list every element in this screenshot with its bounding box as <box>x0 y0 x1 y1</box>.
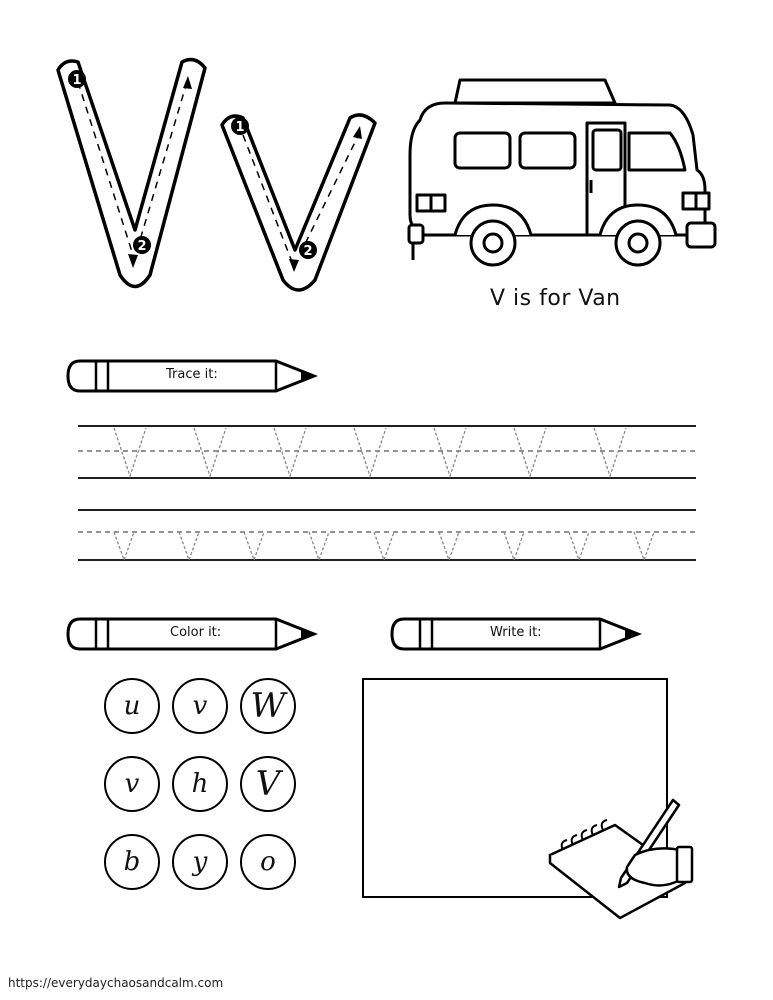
color-letter-circle[interactable] <box>104 834 160 890</box>
trace-letter <box>594 428 626 476</box>
trace-letter <box>274 428 306 476</box>
trace-letter <box>244 532 264 560</box>
color-letter: b <box>123 847 141 877</box>
color-letter-circle[interactable] <box>104 756 160 812</box>
color-letter: v <box>124 769 140 799</box>
trace-practice-lines <box>78 420 698 570</box>
trace-letter <box>114 428 146 476</box>
trace-letter <box>504 532 524 560</box>
color-letter: h <box>191 769 209 799</box>
color-letter-circle[interactable] <box>172 678 228 734</box>
stroke-number-text: 1 <box>72 73 82 88</box>
stroke-number-text: 2 <box>303 244 313 259</box>
color-letter: W <box>250 686 286 726</box>
trace-letter <box>114 532 134 560</box>
trace-letter <box>194 428 226 476</box>
color-letter-circle[interactable] <box>172 756 228 812</box>
trace-section-pencil <box>66 358 318 394</box>
trace-letter <box>514 428 546 476</box>
trace-letter <box>354 428 386 476</box>
color-letter: u <box>123 691 141 721</box>
trace-letter <box>439 532 459 560</box>
trace-letter <box>634 532 654 560</box>
trace-letter <box>569 532 589 560</box>
trace-row-lowercase <box>114 532 654 560</box>
color-letter-circle[interactable] <box>240 834 296 890</box>
color-letter-circle[interactable] <box>240 756 296 812</box>
color-letter-circle[interactable] <box>240 678 296 734</box>
write-label: Write it: <box>490 625 542 640</box>
stroke-number-text: 1 <box>235 120 245 135</box>
trace-letter <box>309 532 329 560</box>
trace-row-uppercase <box>114 428 626 476</box>
color-letter-circle[interactable] <box>104 678 160 734</box>
trace-letter <box>179 532 199 560</box>
color-section-pencil <box>66 616 318 652</box>
trace-letter <box>434 428 466 476</box>
color-letter: o <box>260 847 276 877</box>
trace-label: Trace it: <box>166 367 218 382</box>
hand-writing-notebook-icon <box>545 795 695 920</box>
color-letter-circle[interactable] <box>172 834 228 890</box>
footer-url: https://everydaychaosandcalm.com <box>8 976 224 990</box>
tracing-letters <box>40 40 420 310</box>
trace-letter <box>374 532 394 560</box>
color-label: Color it: <box>170 625 222 640</box>
color-letter: V <box>255 764 281 804</box>
color-letter: v <box>192 691 208 721</box>
van-illustration <box>405 75 725 275</box>
color-letter: y <box>192 847 208 877</box>
stroke-number-text: 2 <box>137 239 147 254</box>
write-section-pencil <box>390 616 642 652</box>
letter-caption: V is for Van <box>490 286 621 311</box>
color-letter-grid <box>104 678 304 898</box>
